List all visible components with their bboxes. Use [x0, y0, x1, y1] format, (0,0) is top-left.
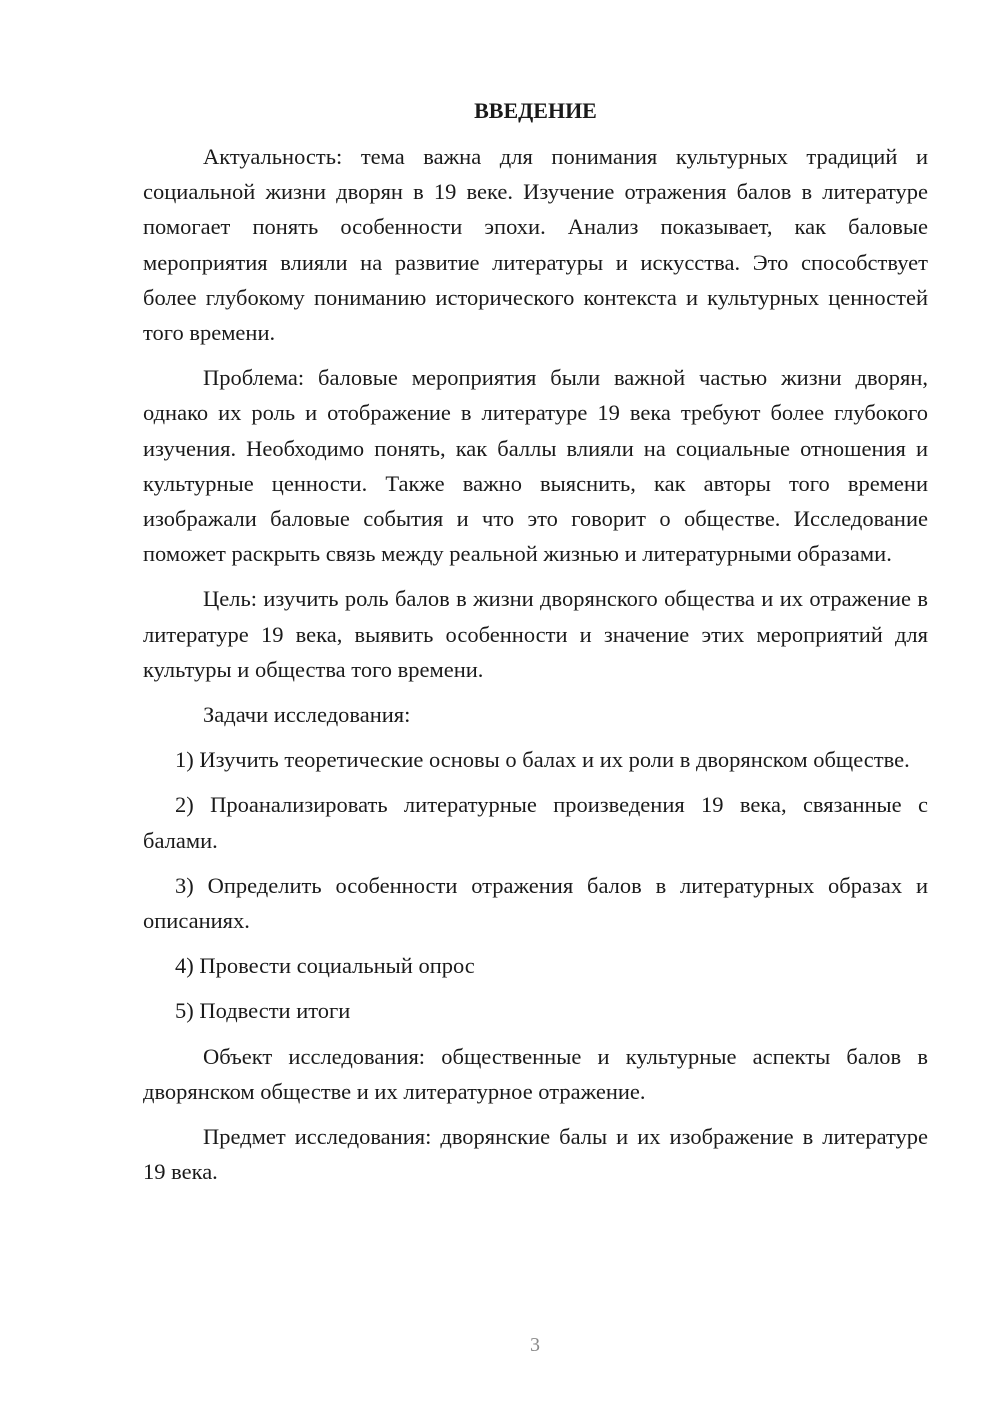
task-item-1: 1) Изучить теоретические основы о балах и их роли в дворянском обществе.: [175, 747, 910, 773]
page-number: 3: [530, 1334, 540, 1356]
document-page: [143, 94, 928, 1199]
task-item-4: 4) Провести социальный опрос: [175, 953, 475, 979]
tasks-heading: Задачи исследования:: [203, 702, 411, 728]
relevance-paragraph: Актуальность: тема важна для понимания культурных традиций и социальной жизни дворян в 19 веке. Изучение отражения балов в литературе помогает понять особенности эпохи. Анализ показывает, как баловые мероприятия влияли на развитие литературы и искусства. Это способствует более глубокому пониманию исторического контекста и культурных ценностей того времени.: [143, 144, 928, 346]
object-paragraph: Объект исследования: общественные и культурные аспекты балов в дворянском обществе и их литературное отражение.: [143, 1043, 928, 1104]
task-item-3: 3) Определить особенности отражения балов в литературных образах и описаниях.: [143, 872, 928, 934]
task-item-2: 2) Проанализировать литературные произведения 19 века, связанные с балами.: [143, 792, 928, 853]
task-item-5: 5) Подвести итоги: [175, 998, 351, 1024]
task-list: [143, 742, 928, 1028]
subject-paragraph: Предмет исследования: дворянские балы и их изображение в литературе 19 века.: [143, 1124, 928, 1185]
goal-paragraph: Цель: изучить роль балов в жизни дворянского общества и их отражение в литературе 19 века, выявить особенности и значение этих мероприятий для культуры и общества того времени.: [143, 586, 928, 682]
page-title: ВВЕДЕНИЕ: [474, 98, 597, 123]
problem-paragraph: Проблема: баловые мероприятия были важной частью жизни дворян, однако их роль и отображение в литературе 19 века требуют более глубокого изучения. Необходимо понять, как баллы влияли на социальные отношения и культурные ценности. Также важно выяснить, как авторы того времени изображали баловые события и что это говорит о обществе. Исследование поможет раскрыть связь между реальной жизнью и литературными образами.: [143, 365, 928, 567]
